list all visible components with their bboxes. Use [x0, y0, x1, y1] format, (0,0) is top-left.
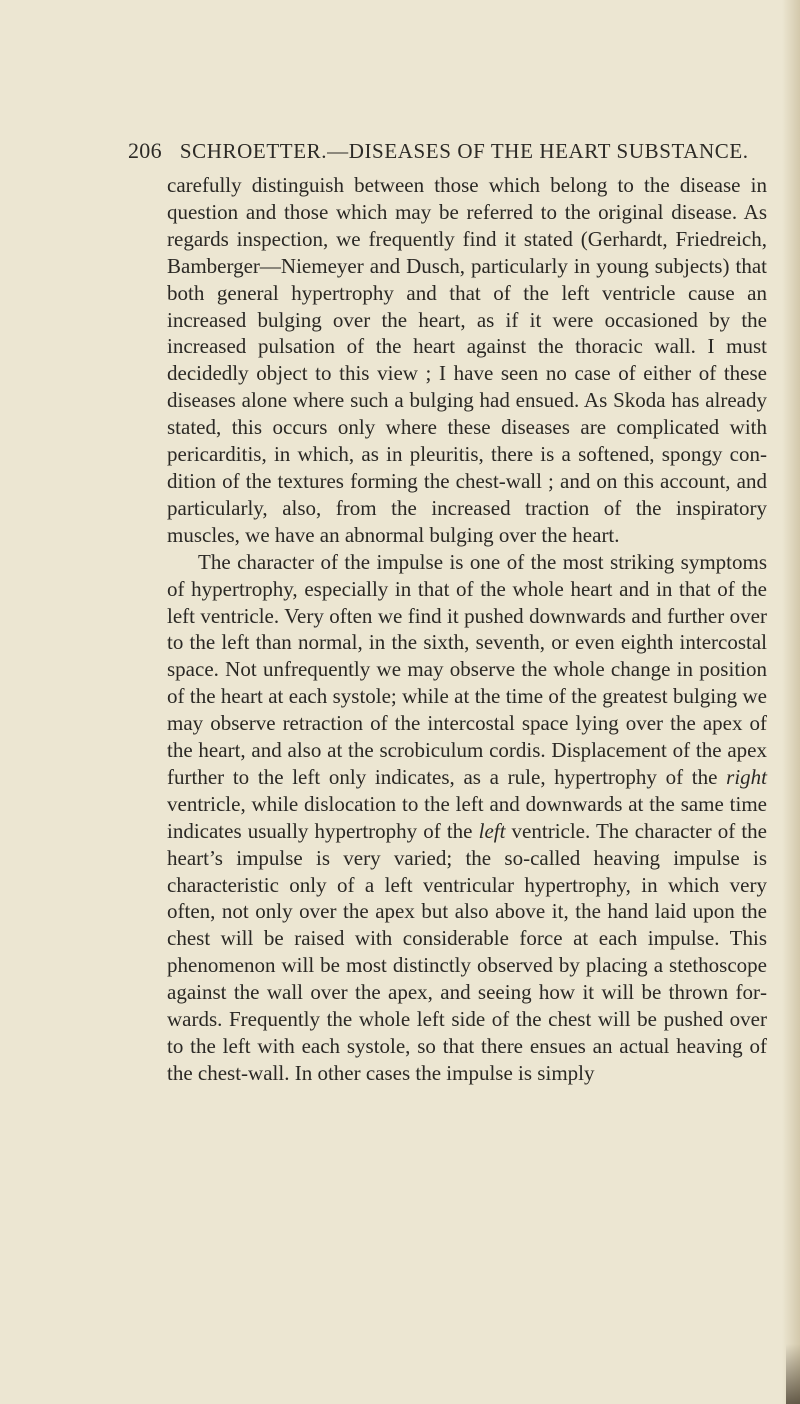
page-corner-shadow [786, 1344, 800, 1404]
page-edge-shadow [782, 0, 800, 1404]
paragraph-2-segment-5: ventricle. The character of the heart’s impulse is very varied; the so-called heaving impulse is characteristic only of a left ventricular hypertrophy, in which very often, not only over the apex but also above it, the hand laid upon the chest will be raised with considerable force at each impulse. This phenomenon will be most distinctly observed by placing a stethoscope against the wall over the apex, and seeing how it will be thrown forwards. Frequently the whole left side of the chest will be pushed over to the left with each systole, so that there ensues an actual heaving of the chest-wall. In other cases the impulse is simply [167, 818, 767, 1085]
paragraph-2-segment-3: ventricle, while dislocation to the left and downwards at the same time indicates usually hypertrophy of the [167, 791, 767, 843]
paragraph-2-segment-1: The character of the impulse is one of the most striking symptoms of hypertrophy, especially in that of the whole heart and in that of the left ventricle. Very often we find it pushed downwards and further over to the left than normal, in the sixth, seventh, or even eighth intercostal space. Not unfrequently we may observe the whole change in position of the heart at each systole; while at the time of the greatest bulging we may observe retraction of the intercostal space lying over the apex of the heart, and also at the scrobiculum cordis. Displacement of the apex further to the left only indicates, as a rule, hypertrophy of the [167, 549, 767, 789]
paragraph-1: carefully distinguish between those which belong to the disease in question and those which may be referred to the original disease. As regards inspection, we frequently find it stated (Gerhardt, Friedreich, Bamberger—Niemeyer and Dusch, particularly in young subjects) that both general hypertrophy and that of the left ventricle cause an increased bulging over the heart, as if it were occasioned by the increased pulsation of the heart against the thoracic wall. I must decidedly object to this view ; I have seen no case of either of these diseases alone where such a bulging had ensued. As Skoda has already stated, this occurs only where these diseases are complicated with pericarditis, in which, as in pleuritis, there is a softened, spongy condition of the textures forming the chest-wall ; and on this account, and particularly, also, from the increased traction of the inspiratory muscles, we have an abnormal bulging over the heart. [167, 173, 767, 547]
running-title: SCHROETTER.—DISEASES OF THE HEART SUBSTANCE. [179, 139, 749, 163]
paragraph-2 [167, 549, 767, 1087]
page-number: 206 [128, 138, 162, 163]
running-header [128, 138, 749, 164]
paragraph-2-italic-left: left [478, 818, 506, 843]
paragraph-2-italic-right: right [726, 764, 767, 789]
body-text [167, 172, 767, 1087]
